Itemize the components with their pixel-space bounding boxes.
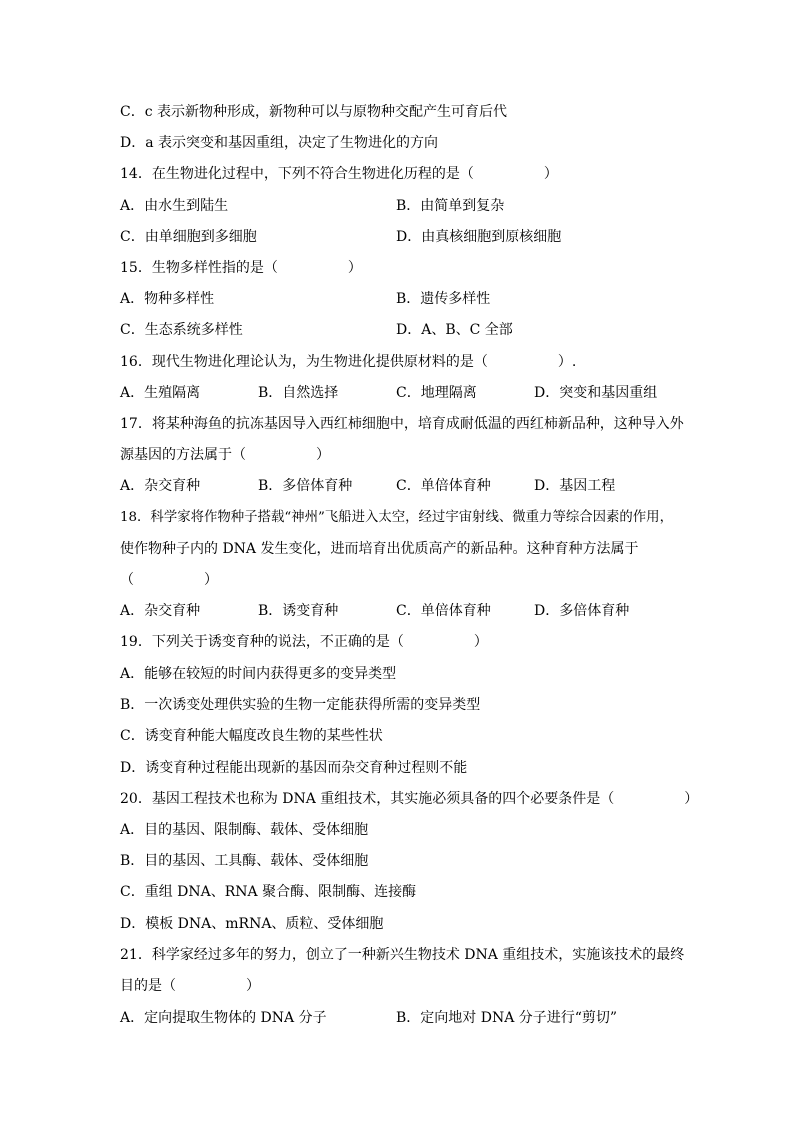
q19-option-c: C．诱变育种能大幅度改良生物的某些性状 bbox=[120, 728, 383, 744]
q14-option-c: C．由单细胞到多细胞 bbox=[120, 229, 257, 245]
q15-option-a: A．物种多样性 bbox=[120, 291, 215, 307]
question-20: 20．基因工程技术也称为 DNA 重组技术，其实施必须具备的四个必要条件是（ ） bbox=[120, 791, 699, 807]
q21-option-b: B．定向地对 DNA 分子进行“剪切” bbox=[396, 1010, 618, 1026]
q15-options-row2 bbox=[0, 320, 794, 340]
question-18-line3: （ ） bbox=[120, 572, 218, 588]
q18-option-c: C．单倍体育种 bbox=[396, 603, 491, 619]
question-19: 19．下列关于诱变育种的说法，不正确的是（ ） bbox=[120, 634, 488, 650]
q19-option-b: B．一次诱变处理供实验的生物一定能获得所需的变异类型 bbox=[120, 697, 481, 713]
question-21-line1: 21．科学家经过多年的努力，创立了一种新兴生物技术 DNA 重组技术，实施该技术的最终 bbox=[120, 947, 685, 963]
q18-option-a: A．杂交育种 bbox=[120, 603, 201, 619]
q16-options bbox=[0, 383, 794, 403]
q21-option-a: A．定向提取生物体的 DNA 分子 bbox=[120, 1010, 327, 1026]
q16-option-b: B．自然选择 bbox=[258, 385, 339, 401]
q17-option-b: B．多倍体育种 bbox=[258, 478, 353, 494]
question-18-line2: 使作物种子内的 DNA 发生变化，进而培育出优质高产的新品种。这种育种方法属于 bbox=[120, 541, 639, 557]
q20-option-d: D．模板 DNA、mRNA、质粒、受体细胞 bbox=[120, 916, 384, 932]
q20-option-a: A．目的基因、限制酶、载体、受体细胞 bbox=[120, 822, 369, 838]
q14-options-row1 bbox=[0, 196, 794, 216]
q14-option-a: A．由水生到陆生 bbox=[120, 198, 229, 214]
question-17-line2: 源基因的方法属于（ ） bbox=[120, 447, 330, 463]
q14-options-row2 bbox=[0, 227, 794, 247]
q18-options bbox=[0, 601, 794, 621]
q19-option-a: A．能够在较短的时间内获得更多的变异类型 bbox=[120, 666, 397, 682]
question-15: 15．生物多样性指的是（ ） bbox=[120, 260, 362, 276]
q20-option-c: C．重组 DNA、RNA 聚合酶、限制酶、连接酶 bbox=[120, 884, 417, 900]
q17-option-c: C．单倍体育种 bbox=[396, 478, 491, 494]
question-18-line1: 18．科学家将作物种子搭载“神州”飞船进入太空，经过宇宙射线、微重力等综合因素的作用， bbox=[120, 510, 673, 525]
q21-options bbox=[0, 1008, 794, 1028]
q18-option-d: D．多倍体育种 bbox=[534, 603, 630, 619]
q14-option-b: B．由简单到复杂 bbox=[396, 198, 505, 214]
q15-options-row1 bbox=[0, 289, 794, 309]
question-17-line1: 17．将某种海鱼的抗冻基因导入西红柿细胞中，培育成耐低温的西红柿新品种，这种导入外 bbox=[120, 416, 684, 432]
q15-option-c: C．生态系统多样性 bbox=[120, 322, 243, 338]
q16-option-d: D．突变和基因重组 bbox=[534, 385, 658, 401]
option-c-prev: C．c 表示新物种形成，新物种可以与原物种交配产生可育后代 bbox=[120, 104, 508, 120]
q15-option-b: B．遗传多样性 bbox=[396, 291, 491, 307]
option-d-prev: D．a 表示突变和基因重组，决定了生物进化的方向 bbox=[120, 135, 439, 151]
question-16: 16．现代生物进化理论认为，为生物进化提供原材料的是（ ）. bbox=[120, 354, 577, 370]
q17-option-a: A．杂交育种 bbox=[120, 478, 201, 494]
q18-option-b: B．诱变育种 bbox=[258, 603, 339, 619]
question-14: 14．在生物进化过程中，下列不符合生物进化历程的是（ ） bbox=[120, 166, 558, 182]
q14-option-d: D．由真核细胞到原核细胞 bbox=[396, 229, 562, 245]
q20-option-b: B．目的基因、工具酶、载体、受体细胞 bbox=[120, 853, 369, 869]
q19-option-d: D．诱变育种过程能出现新的基因而杂交育种过程则不能 bbox=[120, 760, 468, 776]
q17-options bbox=[0, 476, 794, 496]
question-21-line2: 目的是（ ） bbox=[120, 978, 260, 994]
q17-option-d: D．基因工程 bbox=[534, 478, 616, 494]
q16-option-a: A．生殖隔离 bbox=[120, 385, 201, 401]
q16-option-c: C．地理隔离 bbox=[396, 385, 477, 401]
q15-option-d: D．A、B、C 全部 bbox=[396, 322, 513, 338]
